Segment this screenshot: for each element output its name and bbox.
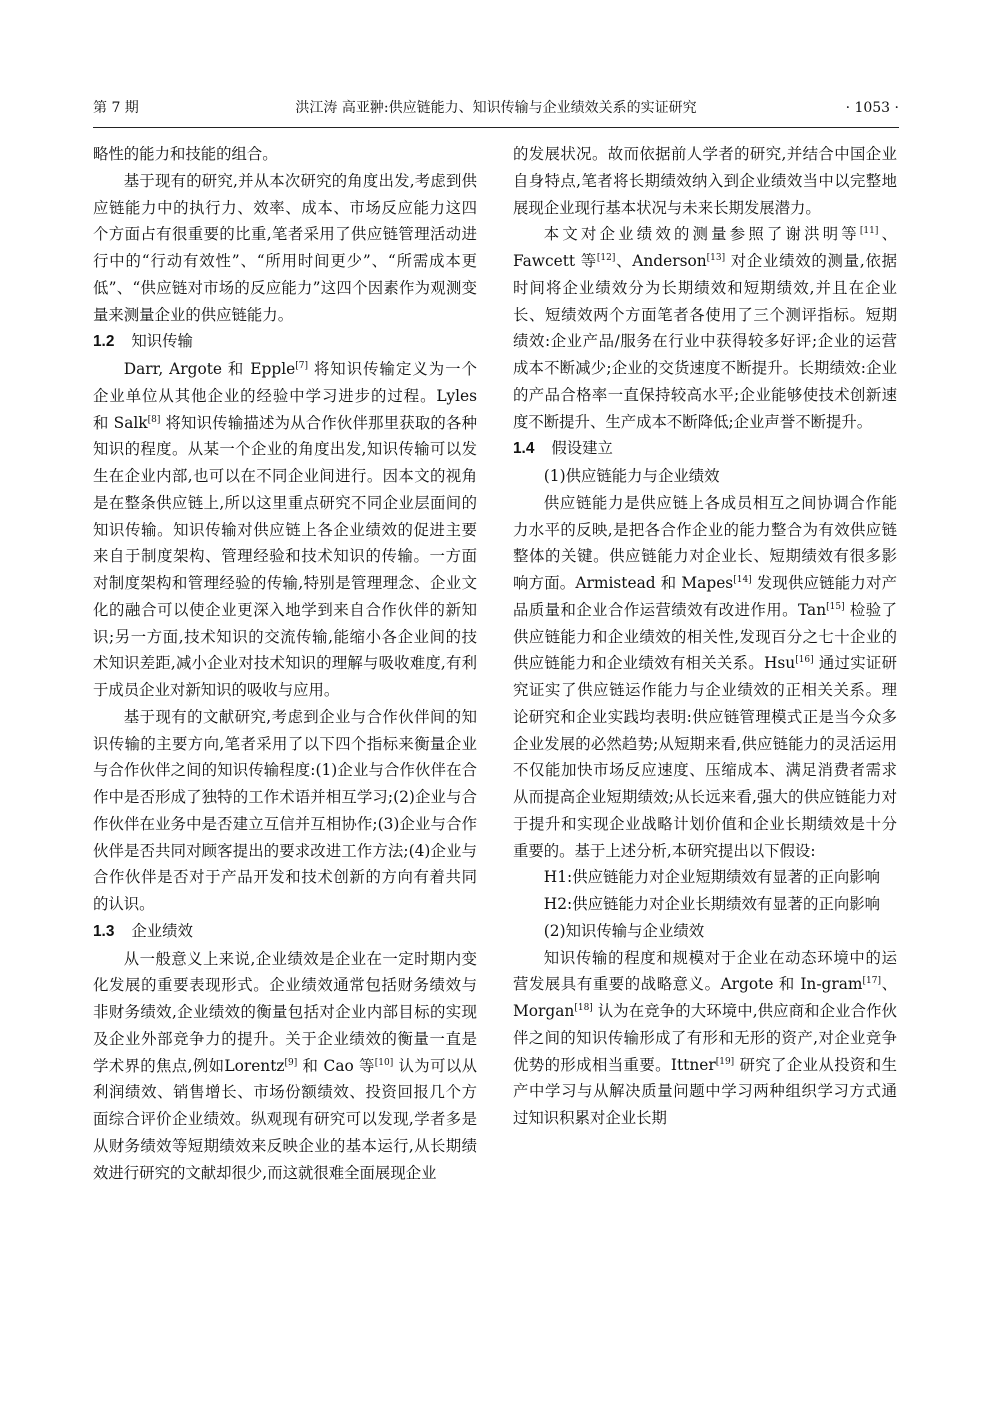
- running-header: [93, 96, 899, 120]
- header-rule: [93, 127, 899, 128]
- subsection-heading: (1)供应链能力与企业绩效: [543, 467, 720, 485]
- paragraph: [513, 490, 897, 865]
- citation-ref: [9]: [284, 1057, 298, 1068]
- text-run: 将知识传输定义为一个企业单位从其他企业的经验中学习进步的过程。Lyles 和 Salk: [93, 360, 477, 432]
- citation-ref: [19]: [715, 1056, 735, 1067]
- page-number: · 1053 ·: [845, 100, 899, 116]
- text-run: 、Morgan: [513, 975, 897, 1020]
- citation-ref: [18]: [574, 1003, 593, 1013]
- citation-ref: [16]: [795, 655, 814, 666]
- hypothesis-h2: H2:供应链能力对企业长期绩效有显著的正向影响: [543, 895, 881, 913]
- citation-ref: [11]: [859, 226, 879, 237]
- text-run: 和 Cao 等: [297, 1056, 375, 1075]
- text-run: 、Fawcett 等: [513, 225, 897, 270]
- issue-number: 第 7 期: [93, 100, 139, 116]
- citation-ref: [7]: [295, 361, 308, 371]
- section-heading-1-3: [93, 918, 477, 946]
- paragraph: [513, 945, 897, 1132]
- section-number: 1.2: [93, 333, 115, 351]
- paragraph: 基于现有的文献研究,考虑到企业与合作伙伴间的知识传输的主要方向,笔者采用了以下四个指标来衡量企业与合作伙伴之间的知识传输程度:(1)企业与合作伙伴在合作中是否形成了独特的工作术语并相互学习;(2)企业与合作伙伴在业务中是否建立互信并互相协作;(3)企业与合作伙伴是否共同对顾客提出的要求改进工作方法;(4)企业与合作伙伴是否对于产品开发和技术创新的方向有着共同的认识。: [93, 707, 477, 913]
- text-run: 将知识传输描述为从合作伙伴那里获取的各种知识的程度。从某一个企业的角度出发,知识传输可以发生在企业内部,也可以在不同企业间进行。因本文的视角是在整条供应链上,所以这里重点研究不同企业层面间的知识传输。知识传输对供应链上各企业绩效的促进主要来自于制度架构、管理经验和技术知识的传输。一方面对制度架构和管理经验的传输,特别是管理理念、企业文化的融合可以使企业更深入地学到来自合作伙伴的新知识;另一方面,技术知识的交流传输,能缩小各企业间的技术知识差距,减小企业对技术知识的理解与吸收难度,有利于成员企业对新知识的吸收与应用。: [93, 413, 477, 699]
- citation-ref: [8]: [147, 414, 161, 425]
- text-run: 认为可以从利润绩效、销售增长、市场份额绩效、投资回报几个方面综合评价企业绩效。纵观现有研究可以发现,学者多是从财务绩效等短期绩效来反映企业的基本运行,从长期绩效进行研究的文献却很少,而这就很难全面展现企业: [93, 1056, 477, 1182]
- paragraph: 基于现有的研究,并从本次研究的角度出发,考虑到供应链能力中的执行力、效率、成本、市场反应能力这四个方面占有很重要的比重,笔者采用了供应链管理活动进行中的“行动有效性”、“所用时间更少”、“所需成本更低”、“供应链对市场的反应能力”这四个因素作为观测变量来测量企业的供应链能力。: [93, 171, 477, 324]
- hypothesis-h1: H1:供应链能力对企业短期绩效有显著的正向影响: [543, 868, 881, 887]
- citation-ref: [13]: [706, 253, 726, 263]
- paragraph: 略性的能力和技能的组合。: [93, 145, 278, 163]
- section-number: 1.3: [93, 922, 115, 940]
- section-title: 假设建立: [551, 439, 613, 458]
- paragraph: 的发展状况。故而依据前人学者的研究,并结合中国企业自身特点,笔者将长期绩效纳入到企业绩效当中以完整地展现企业现行基本状况与未来长期发展潜力。: [513, 145, 897, 217]
- left-column: [93, 141, 477, 1186]
- citation-ref: [14]: [733, 575, 752, 585]
- right-column: [513, 141, 897, 1132]
- text-run: 对企业绩效的测量,依据时间将企业绩效分为长期绩效和短期绩效,并且在企业长、短绩效两个方面笔者各使用了三个测评指标。短期绩效:企业产品/服务在行业中获得较多好评;企业的运营成本不断减少;企业的交货速度不断提升。长期绩效:企业的产品合格率一直保持较高水平;企业能够使技术创新速度不断提升、生产成本不断降低;企业声誉不断提升。: [513, 252, 897, 431]
- citation-ref: [12]: [596, 253, 616, 263]
- text-run: 研究了企业从投资和生产中学习与从解决质量问题中学习两种组织学习方式通过知识积累对企业长期: [513, 1055, 897, 1127]
- text-run: 知识传输的程度和规模对于企业在动态环境中的运营发展具有重要的战略意义。Argote 和 In-gram: [513, 948, 897, 994]
- text-run: 通过实证研究证实了供应链运作能力与企业绩效的正相关关系。理论研究和企业实践均表明:供应链管理模式正是当今众多企业发展的必然趋势;从短期来看,供应链能力的灵活运用不仅能加快市场反应速度、压缩成本、满足消费者需求从而提高企业短期绩效;从长远来看,强大的供应链能力对于提升和实现企业战略计划价值和企业长期绩效是十分重要的。基于上述分析,本研究提出以下假设:: [513, 654, 897, 860]
- citation-ref: [10]: [374, 1057, 394, 1068]
- paragraph: [93, 946, 477, 1187]
- subsection-heading: (2)知识传输与企业绩效: [543, 921, 705, 940]
- paragraph: [513, 221, 897, 435]
- section-number: 1.4: [513, 440, 535, 458]
- section-title: 知识传输: [131, 332, 193, 351]
- text-run: Darr, Argote 和 Epple: [123, 360, 296, 378]
- section-heading-1-2: [93, 328, 477, 356]
- text-run: 供应链能力是供应链上各成员相互之间协调合作能力水平的反映,是把各合作企业的能力整合为有效供应链整体的关键。供应链能力对企业长、短期绩效有很多影响方面。Armistead 和 Mapes: [513, 493, 897, 592]
- section-title: 企业绩效: [131, 921, 193, 940]
- text-run: 发现供应链能力对产品质量和企业合作运营绩效有改进作用。Tan: [513, 574, 897, 619]
- citation-ref: [15]: [826, 601, 845, 612]
- running-title: 洪江涛 高亚翀:供应链能力、知识传输与企业绩效关系的实证研究: [295, 100, 697, 116]
- text-run: 检验了供应链能力和企业绩效的相关性,发现百分之七十企业的供应链能力和企业绩效有相关关系。Hsu: [513, 600, 897, 673]
- citation-ref: [17]: [862, 976, 882, 987]
- section-heading-1-4: [513, 435, 897, 463]
- text-run: 从一般意义上来说,企业绩效是企业在一定时期内变化发展的重要表现形式。企业绩效通常包括财务绩效与非财务绩效,企业绩效的衡量包括对企业内部目标的实现及企业外部竞争力的提升。关于企业绩效的衡量一直是学术界的焦点,例如Lorentz: [93, 949, 477, 1075]
- paragraph: [93, 356, 477, 704]
- text-run: 认为在竞争的大环境中,供应商和企业合作伙伴之间的知识传输形成了有形和无形的资产,对企业竞争优势的形成相当重要。Ittner: [513, 1002, 897, 1074]
- text-run: 本文对企业绩效的测量参照了谢洪明等: [543, 225, 860, 244]
- text-run: 、Anderson: [615, 252, 707, 270]
